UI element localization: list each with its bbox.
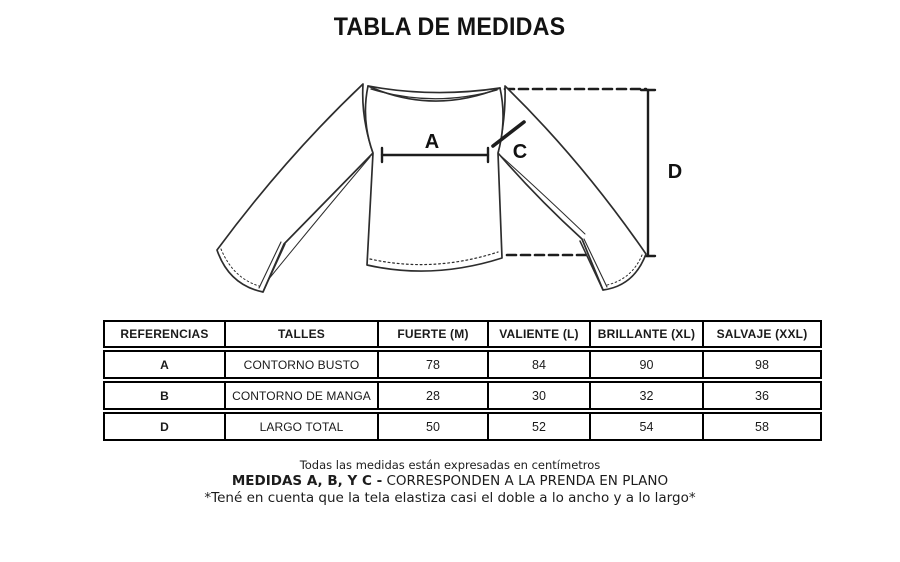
garment-sketch-svg bbox=[205, 58, 705, 308]
value-cell: 36 bbox=[702, 381, 822, 410]
header-cell-brillante-xl: BRILLANTE (XL) bbox=[589, 320, 704, 348]
footnote-medidas-rest: CORRESPONDEN A LA PRENDA EN PLANO bbox=[382, 473, 669, 489]
page-title-text: TABLA DE MEDIDAS bbox=[334, 13, 566, 41]
garment-measurement-diagram bbox=[205, 58, 705, 313]
header-cell-fuerte-m: FUERTE (M) bbox=[377, 320, 489, 348]
ref-cell: A bbox=[103, 350, 226, 379]
ref-cell: B bbox=[103, 381, 226, 410]
header-cell-salvaje-xxl: SALVAJE (XXL) bbox=[702, 320, 822, 348]
value-cell: 28 bbox=[377, 381, 489, 410]
header-cell-referencias: REFERENCIAS bbox=[103, 320, 226, 348]
value-cell: 90 bbox=[589, 350, 704, 379]
header-cell-valiente-l: VALIENTE (L) bbox=[487, 320, 591, 348]
footnote bbox=[0, 458, 900, 506]
talle-cell: CONTORNO DE MANGA bbox=[224, 381, 379, 410]
right-sleeve bbox=[498, 86, 646, 290]
table-row-contorno-de-manga bbox=[103, 381, 822, 410]
value-cell: 84 bbox=[487, 350, 591, 379]
footnote-medidas-bold: MEDIDAS A, B, Y C - bbox=[231, 473, 383, 489]
talle-cell: LARGO TOTAL bbox=[224, 412, 379, 441]
size-table bbox=[103, 320, 822, 441]
size-table-header-row bbox=[103, 320, 822, 348]
footnote-units-line: Todas las medidas están expresadas en centímetros bbox=[299, 458, 601, 472]
value-cell: 98 bbox=[702, 350, 822, 379]
value-cell: 52 bbox=[487, 412, 591, 441]
value-cell: 54 bbox=[589, 412, 704, 441]
talle-cell: CONTORNO BUSTO bbox=[224, 350, 379, 379]
page-title bbox=[0, 13, 900, 42]
value-cell: 78 bbox=[377, 350, 489, 379]
footnote-medidas-line bbox=[0, 473, 900, 490]
diagram-label-d: D bbox=[667, 161, 683, 183]
value-cell: 30 bbox=[487, 381, 591, 410]
left-sleeve bbox=[217, 84, 373, 292]
value-cell: 50 bbox=[377, 412, 489, 441]
value-cell: 58 bbox=[702, 412, 822, 441]
table-row-largo-total bbox=[103, 412, 822, 441]
diagram-label-a: A bbox=[424, 131, 440, 153]
table-row-contorno-busto bbox=[103, 350, 822, 379]
footnote-stretch-line: *Tené en cuenta que la tela elastiza casi el doble a lo ancho y a lo largo* bbox=[204, 489, 696, 506]
garment-body bbox=[365, 86, 503, 271]
ref-cell: D bbox=[103, 412, 226, 441]
value-cell: 32 bbox=[589, 381, 704, 410]
diagram-label-c: C bbox=[512, 141, 528, 163]
header-cell-talles: TALLES bbox=[224, 320, 379, 348]
